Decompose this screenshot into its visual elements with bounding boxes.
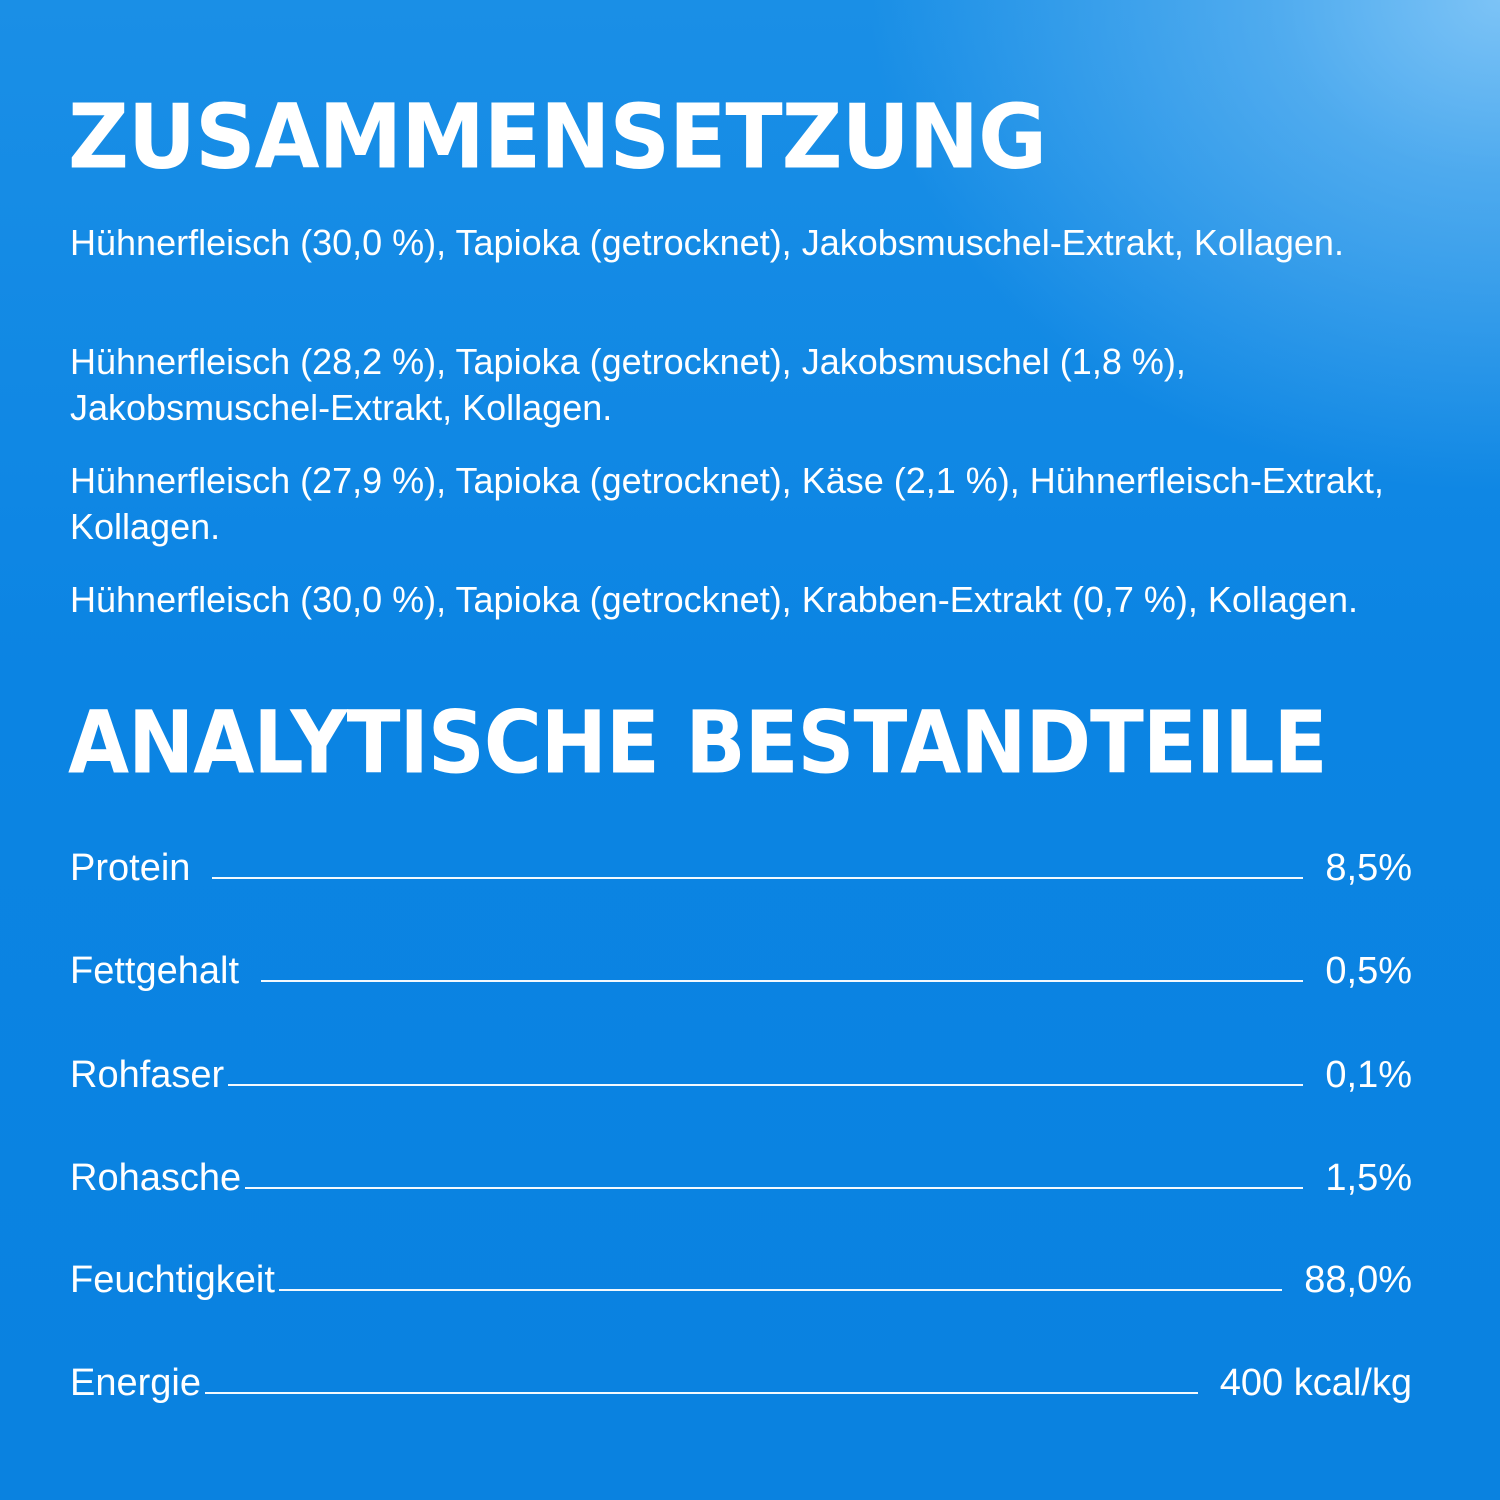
dotted-leader-line	[279, 1289, 1282, 1291]
dotted-leader-line	[212, 877, 1303, 879]
nutrient-value: 88,0%	[1304, 1258, 1412, 1301]
nutrient-label: Rohfaser	[70, 1053, 225, 1096]
nutrient-value: 400 kcal/kg	[1219, 1361, 1412, 1404]
ingredient-list-item: Hühnerfleisch (30,0 %), Tapioka (getrocknet), Krabben-Extrakt (0,7 %), Kollagen.	[70, 579, 1358, 620]
nutrient-label: Protein	[70, 846, 191, 889]
dotted-leader-line	[205, 1392, 1198, 1394]
nutrient-value: 1,5%	[1325, 1156, 1412, 1199]
nutrient-value: 0,1%	[1325, 1053, 1412, 1096]
composition-heading: ZUSAMMENSETZUNG	[68, 84, 1047, 189]
nutrient-row-protein	[70, 842, 1412, 894]
nutrient-label: Fettgehalt	[70, 949, 239, 992]
analytic-constituents-heading: ANALYTISCHE BESTANDTEILE	[68, 692, 1327, 794]
nutrient-label: Rohasche	[70, 1156, 242, 1199]
ingredient-list-item: Hühnerfleisch (30,0 %), Tapioka (getrocknet), Jakobsmuschel-Extrakt, Kollagen.	[70, 222, 1344, 263]
ingredient-list-item: Hühnerfleisch (28,2 %), Tapioka (getrocknet), Jakobsmuschel (1,8 %), Jakobsmuschel-Extrakt, Kollagen.	[70, 341, 1186, 428]
dotted-leader-line	[261, 980, 1303, 982]
nutrient-row-ash	[70, 1152, 1412, 1204]
dotted-leader-line	[228, 1084, 1303, 1086]
nutrient-row-fibre	[70, 1049, 1412, 1101]
nutrient-value: 0,5%	[1325, 949, 1412, 992]
nutrient-row-moisture	[70, 1254, 1412, 1306]
ingredient-list-item: Hühnerfleisch (27,9 %), Tapioka (getrocknet), Käse (2,1 %), Hühnerfleisch-Extrakt, Kollagen.	[70, 460, 1384, 547]
nutrient-row-energy	[70, 1357, 1412, 1409]
nutrient-row-fat	[70, 945, 1412, 997]
nutrient-value: 8,5%	[1325, 846, 1412, 889]
nutrient-label: Feuchtigkeit	[70, 1258, 275, 1301]
dotted-leader-line	[245, 1187, 1303, 1189]
nutrient-label: Energie	[70, 1361, 201, 1404]
